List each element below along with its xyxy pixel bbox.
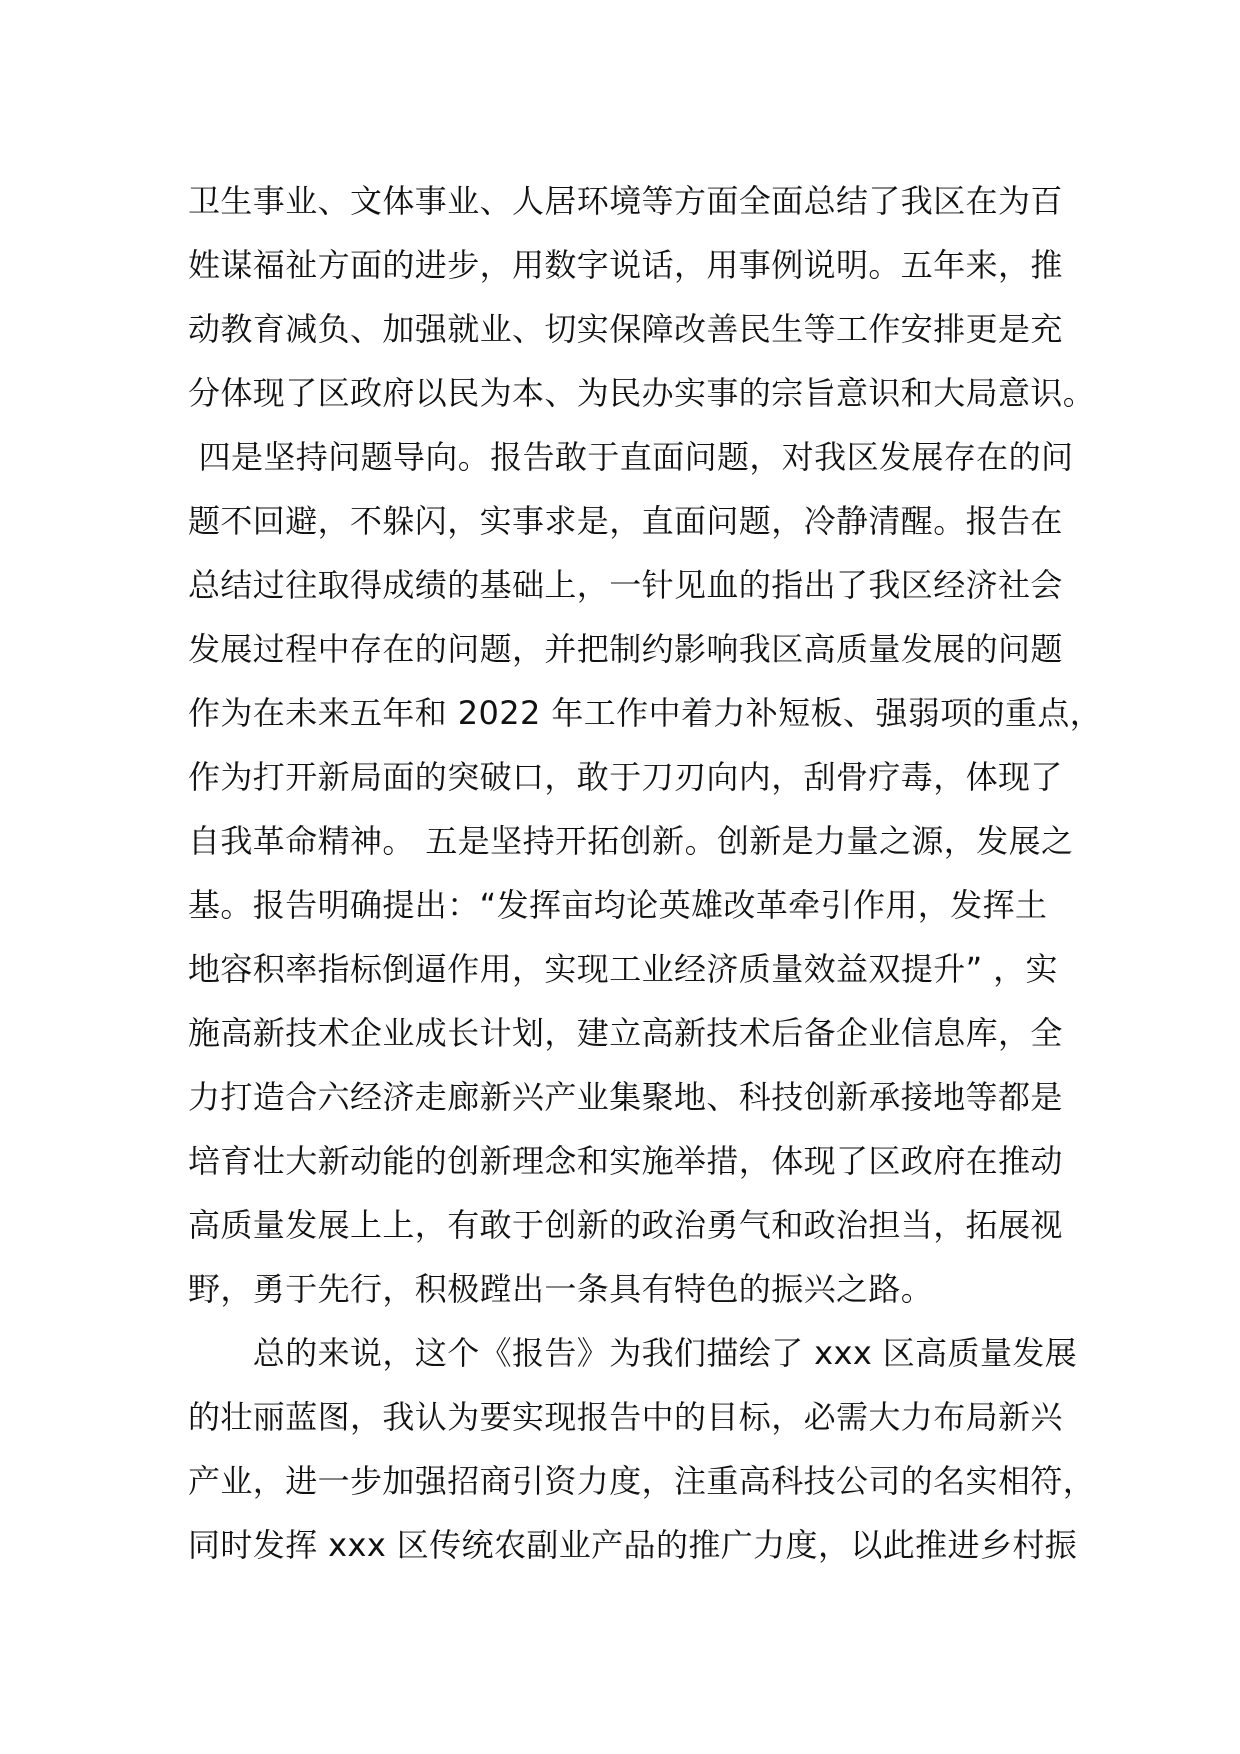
document-body (188, 169, 1103, 1577)
text-line: 培育壮大新动能的创新理念和实施举措，体现了区政府在推动 (188, 1142, 1063, 1180)
text-line: 高质量发展上上，有敢于创新的政治勇气和政治担当，拓展视 (188, 1206, 1063, 1244)
text-line: 题不回避，不躲闪，实事求是，直面问题，冷静清醒。报告在 (188, 502, 1063, 540)
text-line: 基。报告明确提出：“发挥亩均论英雄改革牵引作用，发挥土 (188, 886, 1048, 924)
text-line: 野，勇于先行，积极蹚出一条具有特色的振兴之路。 (188, 1270, 934, 1308)
text-line: 产业，进一步加强招商引资力度，注重高科技公司的名实相符， (188, 1462, 1096, 1500)
text-line: 总的来说，这个《报告》为我们描绘了 xxx 区高质量发展 (188, 1334, 1078, 1372)
text-line: 作为在未来五年和 2022 年工作中着力补短板、强弱项的重点， (188, 694, 1103, 732)
text-line: 的壮丽蓝图，我认为要实现报告中的目标，必需大力布局新兴 (188, 1398, 1063, 1436)
text-line: 总结过往取得成绩的基础上，一针见血的指出了我区经济社会 (188, 566, 1063, 604)
text-line: 力打造合六经济走廊新兴产业集聚地、科技创新承接地等都是 (188, 1078, 1063, 1116)
text-line: 地容积率指标倒逼作用，实现工业经济质量效益双提升” ，实 (188, 950, 1058, 988)
text-line: 发展过程中存在的问题，并把制约影响我区高质量发展的问题 (188, 630, 1063, 668)
text-line: 卫生事业、文体事业、人居环境等方面全面总结了我区在为百 (188, 182, 1063, 220)
text-line: 四是坚持问题导向。报告敢于直面问题，对我区发展存在的问 (188, 438, 1074, 476)
text-line: 姓谋福祉方面的进步，用数字说话，用事例说明。五年来，推 (188, 246, 1063, 284)
text-line: 自我革命精神。 五是坚持开拓创新。创新是力量之源，发展之 (188, 822, 1074, 860)
text-line: 分体现了区政府以民为本、为民办实事的宗旨意识和大局意识。 (188, 374, 1096, 412)
text-line: 施高新技术企业成长计划，建立高新技术后备企业信息库，全 (188, 1014, 1063, 1052)
text-line: 作为打开新局面的突破口，敢于刀刃向内，刮骨疗毒，体现了 (188, 758, 1063, 796)
text-line: 同时发挥 xxx 区传统农副业产品的推广力度，以此推进乡村振 (188, 1526, 1078, 1564)
text-line: 动教育减负、加强就业、切实保障改善民生等工作安排更是充 (188, 310, 1063, 348)
